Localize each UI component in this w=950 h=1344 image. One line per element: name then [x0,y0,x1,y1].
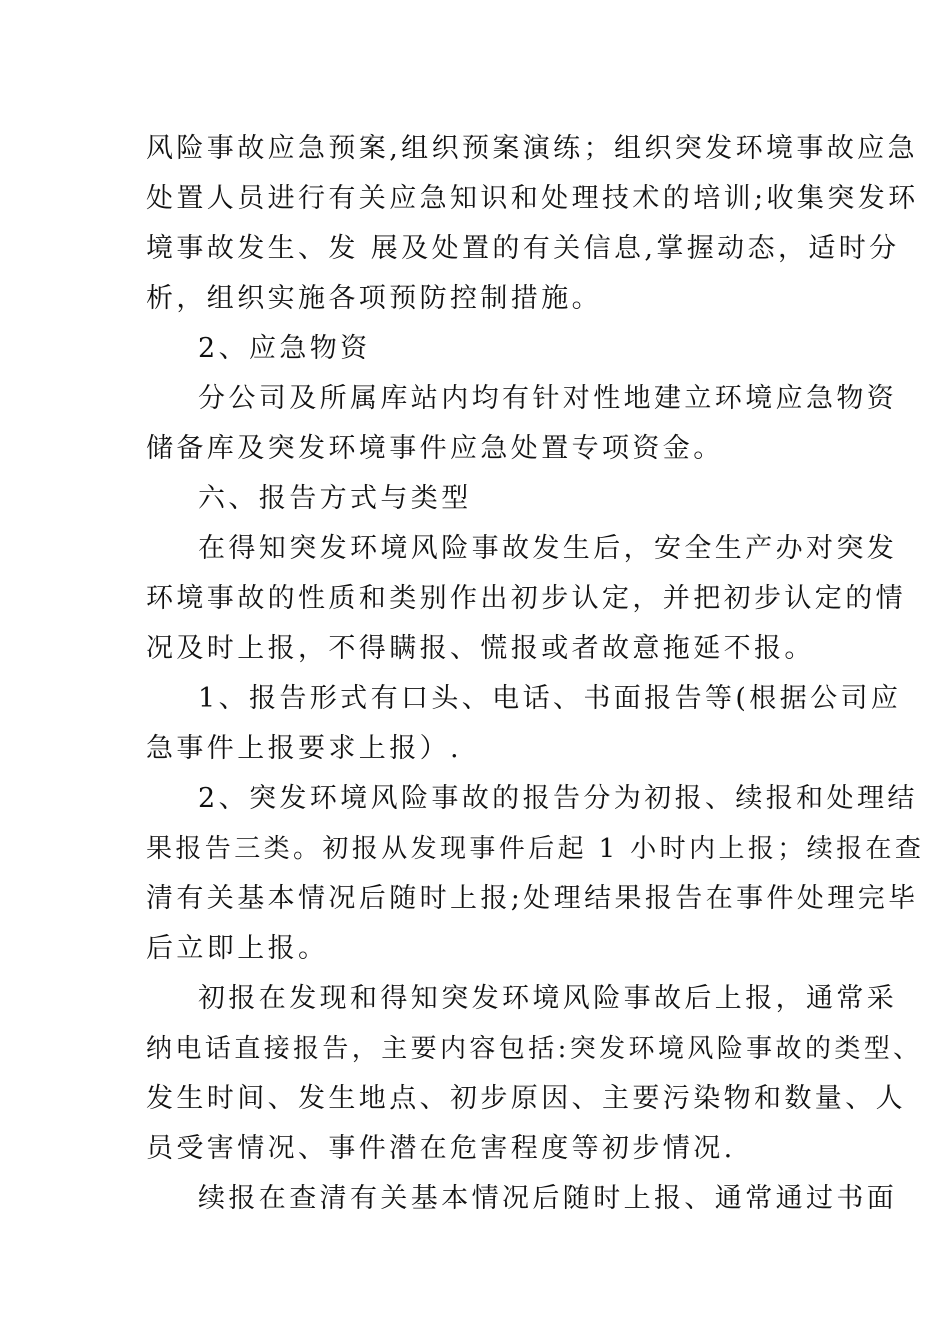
paragraph-start: 续报在查清有关基本情况后随时上报、通常通过书面 [198,1183,898,1214]
text-line: 析，组织实施各项预防控制措施。 [146,283,602,314]
paragraph-start: 分公司及所属库站内均有针对性地建立环境应急物资 [198,383,898,414]
text-line: 纳电话直接报告，主要内容包括:突发环境风险事故的类型、 [146,1034,923,1064]
paragraph-start: 1、报告形式有口头、电话、书面报告等(根据公司应 [198,683,902,714]
text-line: 处置人员进行有关应急知识和处理技术的培训;收集突发环 [146,183,919,214]
text-line: 环境事故的性质和类别作出初步认定，并把初步认定的情 [146,583,906,614]
section-heading: 六、报告方式与类型 [198,483,472,514]
text-line: 况及时上报，不得瞒报、慌报或者故意拖延不报。 [146,633,815,664]
text-line: 果报告三类。初报从发现事件后起 1 小时内上报；续报在查 [146,834,925,864]
paragraph-start: 2、突发环境风险事故的报告分为初报、续报和处理结 [198,783,918,814]
text-line: 急事件上报要求上报）. [146,733,462,764]
text-line: 储备库及突发环境事件应急处置专项资金。 [146,433,724,464]
text-line: 境事故发生、发 展及处置的有关信息,掌握动态，适时分 [146,233,900,264]
text-line: 清有关基本情况后随时上报;处理结果报告在事件处理完毕 [146,883,919,914]
paragraph-start: 在得知突发环境风险事故发生后，安全生产办对突发 [198,533,898,564]
section-heading: 2、应急物资 [198,333,371,364]
text-line: 员受害情况、事件潜在危害程度等初步情况. [146,1133,736,1164]
text-line: 风险事故应急预案,组织预案演练；组织突发环境事故应急 [146,133,918,164]
text-line: 后立即上报。 [146,933,329,964]
paragraph-start: 初报在发现和得知突发环境风险事故后上报，通常采 [198,983,898,1014]
text-line: 发生时间、发生地点、初步原因、主要污染物和数量、人 [146,1083,906,1114]
